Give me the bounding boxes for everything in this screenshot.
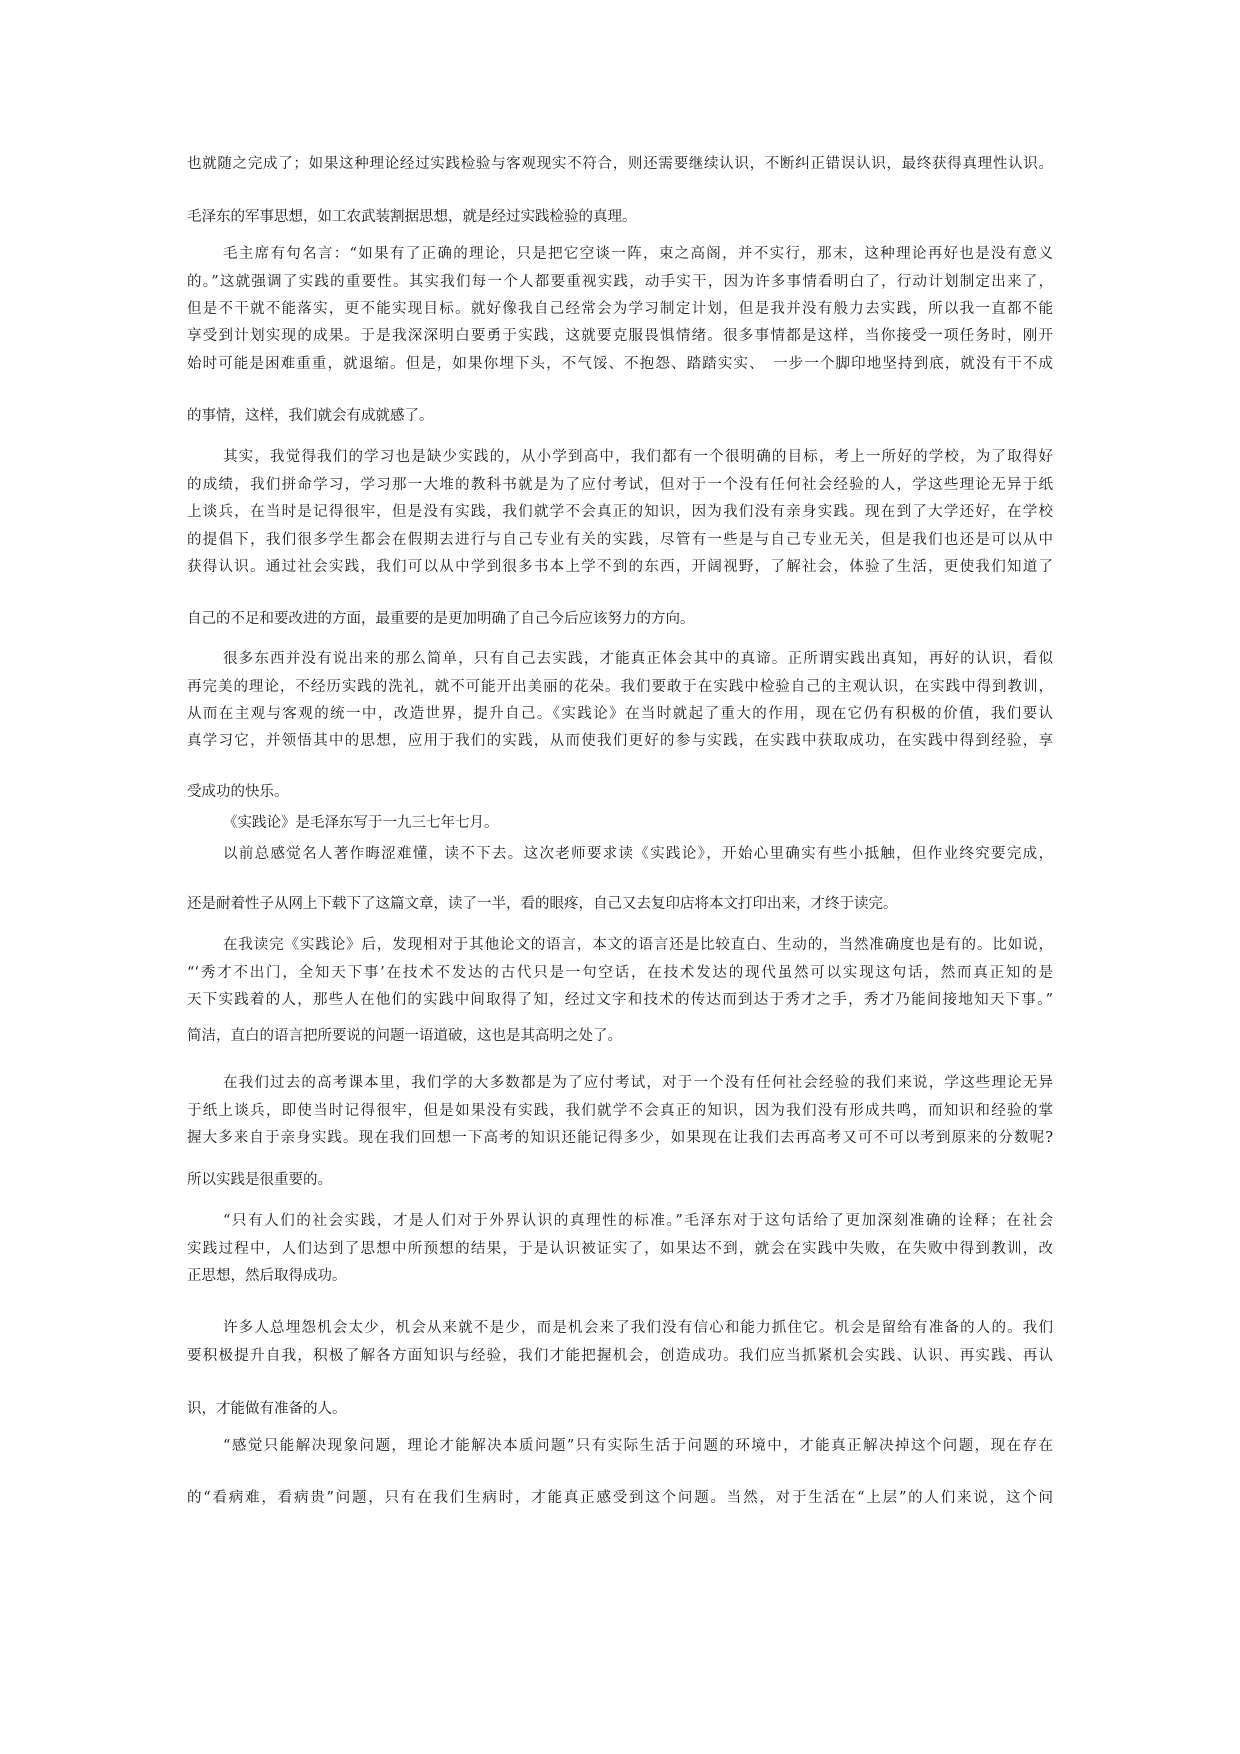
text-line: 受成功的快乐。	[187, 784, 289, 800]
text-line: 自己的不足和要改进的方面，最重要的是更加明确了自己今后应该努力的方向。	[187, 611, 695, 627]
text-line: 《实践论》是毛泽东写于一九三七年七月。	[223, 815, 499, 831]
text-line: 许多人总埋怨机会太少，机会从来就不是少，而是机会来了我们没有信心和能力抓住它。机会是留给有准备的人的。我们	[223, 1320, 1053, 1336]
text-line: 天下实践着的人，那些人在他们的实践中间取得了知，经过文字和技术的传达而到达于秀才之手，秀才乃能间接地知天下事。”	[187, 992, 1053, 1008]
text-line: 握大多来自于亲身实践。现在我们回想一下高考的知识还能记得多少，如果现在让我们去再高考又可不可以考到原来的分数呢?	[187, 1130, 1053, 1146]
text-line: 再完美的理论，不经历实践的洗礼，就不可能开出美丽的花朵。我们要敢于在实践中检验自己的主观认识，在实践中得到教训，	[187, 679, 1053, 695]
text-line: 也就随之完成了；如果这种理论经过实践检验与客观现实不符合，则还需要继续认识，不断纠正错误认识，最终获得真理性认识。	[187, 156, 1053, 172]
text-line: 以前总感觉名人著作晦涩难懂，读不下去。这次老师要求读《实践论》，开始心里确实有些小抵触，但作业终究要完成，	[223, 846, 1053, 862]
text-line: 的成绩，我们拼命学习，学习那一大堆的教科书就是为了应付考试，但对于一个没有任何社会经验的人，学这些理论无异于纸	[187, 477, 1053, 493]
text-line: 的。”这就强调了实践的重要性。其实我们每一个人都要重视实践，动手实干，因为许多事情看明白了，行动计划制定出来了，	[187, 274, 1053, 290]
text-line: 在我们过去的高考课本里，我们学的大多数都是为了应付考试，对于一个没有任何社会经验的我们来说，学这些理论无异	[223, 1075, 1053, 1091]
text-line: 简洁，直白的语言把所要说的问题一语道破，这也是其高明之处了。	[187, 1028, 622, 1044]
text-line: 识，才能做有准备的人。	[187, 1401, 347, 1417]
text-line: 于纸上谈兵，即使当时记得很牢，但是如果没有实践，我们就学不会真正的知识，因为我们没有形成共鸣，而知识和经验的掌	[187, 1103, 1053, 1119]
text-line: 在我读完《实践论》后，发现相对于其他论文的语言，本文的语言还是比较直白、生动的，当然准确度也是有的。比如说，	[223, 937, 1053, 953]
text-line: “只有人们的社会实践，才是人们对于外界认识的真理性的标准。”毛泽东对于这句话给了更加深刻准确的诠释；在社会	[223, 1213, 1053, 1229]
text-line: “‘秀才不出门，全知天下事’在技术不发达的古代只是一句空话，在技术发达的现代虽然可以实现这句话，然而真正知的是	[187, 965, 1053, 981]
text-line: 的“看病难，看病贵”问题，只有在我们生病时，才能真正感受到这个问题。当然，对于生活在“上层”的人们来说，这个问	[187, 1490, 1053, 1506]
text-line: 毛泽东的军事思想，如工农武装割据思想，就是经过实践检验的真理。	[187, 209, 637, 225]
text-line: 实践过程中，人们达到了思想中所预想的结果，于是认识被证实了，如果达不到，就会在实践中失败，在失败中得到教训，改	[187, 1241, 1053, 1257]
text-line: 还是耐着性子从网上下载下了这篇文章，读了一半，看的眼疼，自己又去复印店将本文打印出来，才终于读完。	[187, 896, 898, 912]
text-line: 真学习它，并领悟其中的思想，应用于我们的实践，从而使我们更好的参与实践，在实践中获取成功，在实践中得到经验，享	[187, 733, 1053, 749]
text-line: “感觉只能解决现象问题，理论才能解决本质问题”只有实际生活于问题的环境中，才能真正解决掉这个问题，现在存在	[223, 1438, 1053, 1454]
text-line: 要积极提升自我，积极了解各方面知识与经验，我们才能把握机会，创造成功。我们应当抓紧机会实践、认识、再实践、再认	[187, 1348, 1053, 1364]
text-line: 正思想，然后取得成功。	[187, 1268, 347, 1284]
text-line: 享受到计划实现的成果。于是我深深明白要勇于实践，这就要克服畏惧情绪。很多事情都是这样，当你接受一项任务时，刚开	[187, 328, 1053, 344]
text-line: 所以实践是很重要的。	[187, 1172, 332, 1188]
text-line: 从而在主观与客观的统一中，改造世界，提升自己。《实践论》在当时就起了重大的作用，现在它仍有积极的价值，我们要认	[187, 706, 1053, 722]
text-line: 的事情，这样，我们就会有成就感了。	[187, 408, 434, 424]
text-line: 其实，我觉得我们的学习也是缺少实践的，从小学到高中，我们都有一个很明确的目标，考上一所好的学校，为了取得好	[223, 449, 1053, 465]
text-line: 但是不干就不能落实，更不能实现目标。就好像我自己经常会为学习制定计划，但是我并没有般力去实践，所以我一直都不能	[187, 301, 1053, 317]
text-line: 上谈兵，在当时是记得很牢，但是没有实践，我们就学不会真正的知识，因为我们没有亲身实践。现在到了大学还好，在学校	[187, 504, 1053, 520]
text-line: 获得认识。通过社会实践，我们可以从中学到很多书本上学不到的东西，开阔视野，了解社会，体验了生活，更使我们知道了	[187, 559, 1053, 575]
text-line: 很多东西并没有说出来的那么简单，只有自己去实践，才能真正体会其中的真谛。正所谓实践出真知，再好的认识，看似	[223, 651, 1053, 667]
text-line: 始时可能是困难重重，就退缩。但是，如果你埋下头，不气馁、不抱怨、踏踏实实、 一步一个脚印地坚持到底，就没有干不成	[187, 356, 1053, 372]
text-line: 的提倡下，我们很多学生都会在假期去进行与自己专业有关的实践，尽管有一些是与自己专业无关，但是我们也还是可以从中	[187, 532, 1053, 548]
text-line: 毛主席有句名言：“如果有了正确的理论，只是把它空谈一阵，束之高阁，并不实行，那末，这种理论再好也是没有意义	[223, 246, 1053, 262]
